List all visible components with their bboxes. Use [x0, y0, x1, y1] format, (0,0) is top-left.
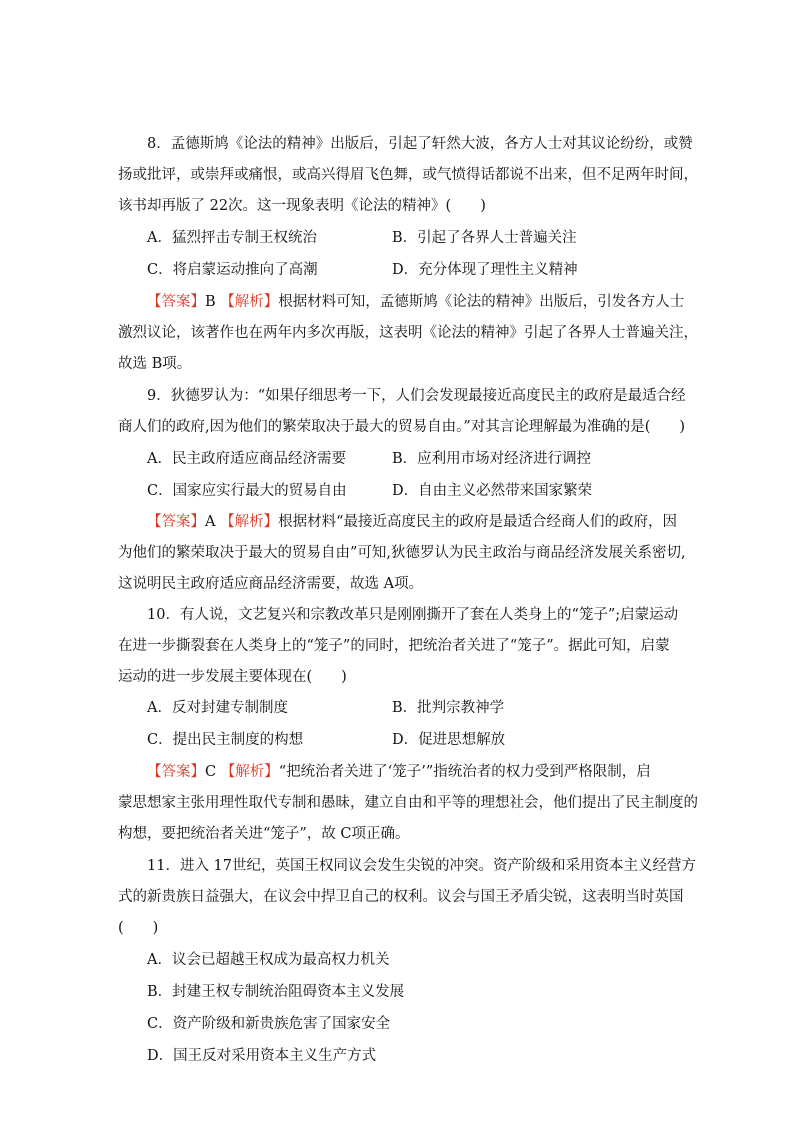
q9-option-b: B．应利用市场对经济进行调控 — [392, 451, 592, 467]
q8-stem-line-3: 该书却再版了 22次。这一现象表明《论法的精神》( ) — [118, 198, 486, 214]
q9-answer-line — [147, 512, 677, 532]
answer-tag: 【答案】 — [147, 294, 205, 310]
answer-tag: 【答案】 — [147, 514, 205, 530]
q11-option-d: D．国王反对采用资本主义生产方式 — [147, 1048, 377, 1064]
q8-option-a: A．猛烈抨击专制王权统治 — [147, 230, 317, 246]
q10-option-b: B．批判宗教神学 — [392, 700, 505, 716]
answer-value: A — [205, 514, 216, 530]
q11-option-b: B．封建王权专制统治阻碍资本主义发展 — [147, 984, 405, 1000]
q9-option-d: D．自由主义必然带来国家繁荣 — [392, 483, 593, 499]
q9-option-a: A．民主政府适应商品经济需要 — [147, 451, 346, 467]
q8-stem-line-1: 8．孟德斯鸠《论法的精神》出版后，引起了轩然大波，各方人士对其议论纷纷，或赞 — [147, 136, 693, 152]
q9-stem-line-1: 9．狄德罗认为：“如果仔细思考一下，人们会发现最接近高度民主的政府是最适合经 — [147, 388, 686, 404]
q9-stem-line-2: 商人们的政府,因为他们的繁荣取决于最大的贸易自由。”对其言论理解最为准确的是( ) — [118, 419, 686, 435]
q8-analysis-line-2: 激烈议论，该著作也在两年内多次再版，这表明《论法的精神》引起了各界人士普遍关注， — [118, 325, 698, 341]
answer-value: C — [205, 764, 217, 780]
q10-stem-line-2: 在进一步撕裂套在人类身上的“笼子”的同时，把统治者关进了“笼子”。据此可知，启蒙 — [118, 638, 670, 654]
q11-stem-line-2: 式的新贵族日益强大，在议会中捍卫自己的权利。议会与国王矛盾尖锐，这表明当时英国 — [118, 889, 684, 905]
q10-analysis-line-2: 蒙思想家主张用理性取代专制和愚昧，建立自由和平等的理想社会，他们提出了民主制度的 — [118, 795, 698, 811]
analysis-text: “把统治者关进了‘笼子’”指统治者的权力受到严格限制，启 — [278, 764, 651, 780]
q10-option-d: D．促进思想解放 — [392, 732, 506, 748]
q9-option-c: C．国家应实行最大的贸易自由 — [147, 483, 347, 499]
answer-tag: 【答案】 — [147, 764, 205, 780]
q8-option-c: C．将启蒙运动推向了高潮 — [147, 262, 318, 278]
analysis-tag: 【解析】 — [220, 514, 279, 530]
q10-stem-line-3: 运动的进一步发展主要体现在( ) — [118, 669, 347, 685]
analysis-text: 根据材料“最接近高度民主的政府是最适合经商人们的政府，因 — [278, 514, 678, 530]
q11-option-c: C．资产阶级和新贵族危害了国家安全 — [147, 1016, 391, 1032]
q10-answer-line — [147, 762, 651, 782]
q10-analysis-line-3: 构想，要把统治者关进“笼子”，故 C项正确。 — [118, 826, 410, 842]
q9-analysis-line-2: 为他们的繁荣取决于最大的贸易自由”可知,狄德罗认为民主政治与商品经济发展关系密切, — [118, 545, 686, 561]
answer-value: B — [205, 294, 216, 310]
q9-analysis-line-3: 这说明民主政府适应商品经济需要，故选 A项。 — [118, 576, 424, 592]
q10-option-a: A．反对封建专制制度 — [147, 700, 288, 716]
q11-option-a: A．议会已超越王权成为最高权力机关 — [147, 952, 390, 968]
q11-stem-line-3: ( ) — [118, 920, 159, 936]
q10-stem-line-1: 10．有人说，文艺复兴和宗教改革只是刚刚撕开了套在人类身上的“笼子”;启蒙运动 — [147, 607, 679, 623]
q8-option-b: B．引起了各界人士普遍关注 — [392, 230, 577, 246]
q8-stem-line-2: 扬或批评，或崇拜或痛恨，或高兴得眉飞色舞，或气愤得话都说不出来，但不足两年时间， — [118, 167, 698, 183]
q8-answer-line — [147, 292, 684, 312]
analysis-text: 根据材料可知，孟德斯鸠《论法的精神》出版后，引发各方人士 — [278, 294, 685, 310]
q11-stem-line-1: 11．进入 17世纪，英国王权同议会发生尖锐的冲突。资产阶级和采用资本主义经营方 — [147, 858, 697, 874]
analysis-tag: 【解析】 — [220, 294, 279, 310]
q8-option-d: D．充分体现了理性主义精神 — [392, 262, 578, 278]
q8-analysis-line-3: 故选 B项。 — [118, 356, 192, 372]
q10-option-c: C．提出民主制度的构想 — [147, 732, 304, 748]
analysis-tag: 【解析】 — [220, 764, 279, 780]
